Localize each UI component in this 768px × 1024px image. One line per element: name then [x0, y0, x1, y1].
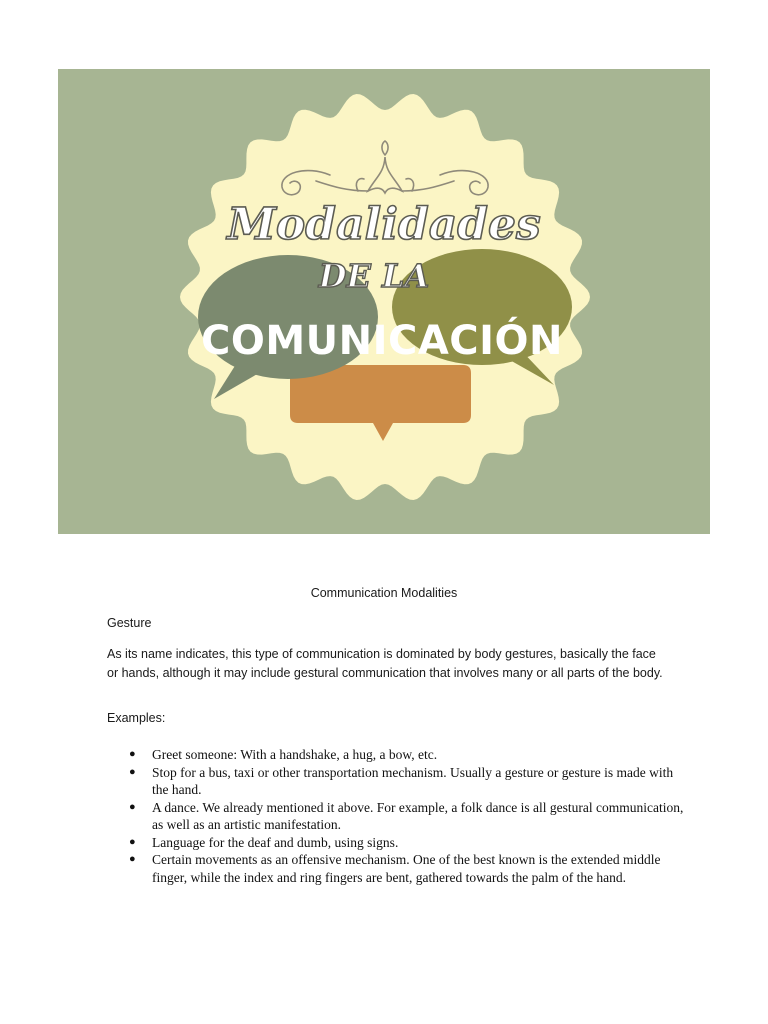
hero-illustration: [58, 69, 710, 534]
list-item: [129, 746, 692, 764]
body-paragraph: As its name indicates, this type of communication is dominated by body gestures, basically the face or hands, although it may include gestural communication that involves many or all parts of the body.: [107, 647, 663, 680]
bullet-icon: ●: [129, 748, 136, 760]
bullet-icon: ●: [129, 835, 136, 848]
bullet-icon: ●: [129, 853, 136, 865]
bullet-icon: ●: [129, 765, 136, 778]
list-item-text: A dance. We already mentioned it above. For example, a folk dance is all gestural communication, as well as an artistic manifestation.: [152, 799, 684, 832]
hero-title-main: COMUNICACIÓN: [200, 318, 564, 364]
hero-title-script: Modalidades: [227, 199, 541, 250]
examples-label: Examples:: [107, 711, 166, 725]
list-item-text: Language for the deaf and dumb, using signs.: [152, 834, 399, 850]
list-item-text: Greet someone: With a handshake, a hug, a bow, etc.: [152, 747, 438, 762]
hero-image: [58, 69, 710, 534]
document-heading: Communication Modalities: [310, 586, 458, 600]
bullet-icon: ●: [129, 800, 136, 813]
hero-title-middle: DE LA: [318, 257, 430, 295]
list-item: [129, 851, 692, 886]
section-subheading: Gesture: [107, 616, 152, 630]
list-item-text: Certain movements as an offensive mechanism. One of the best known is the extended middle finger, while the index and ring fingers are bent, gathered towards the palm of the hand.: [152, 852, 661, 885]
list-item: [129, 834, 692, 852]
list-item: [129, 764, 692, 799]
examples-list: [127, 746, 692, 886]
list-item: [129, 799, 692, 834]
list-item-text: Stop for a bus, taxi or other transportation mechanism. Usually a gesture or gesture is made with the hand.: [152, 764, 674, 797]
